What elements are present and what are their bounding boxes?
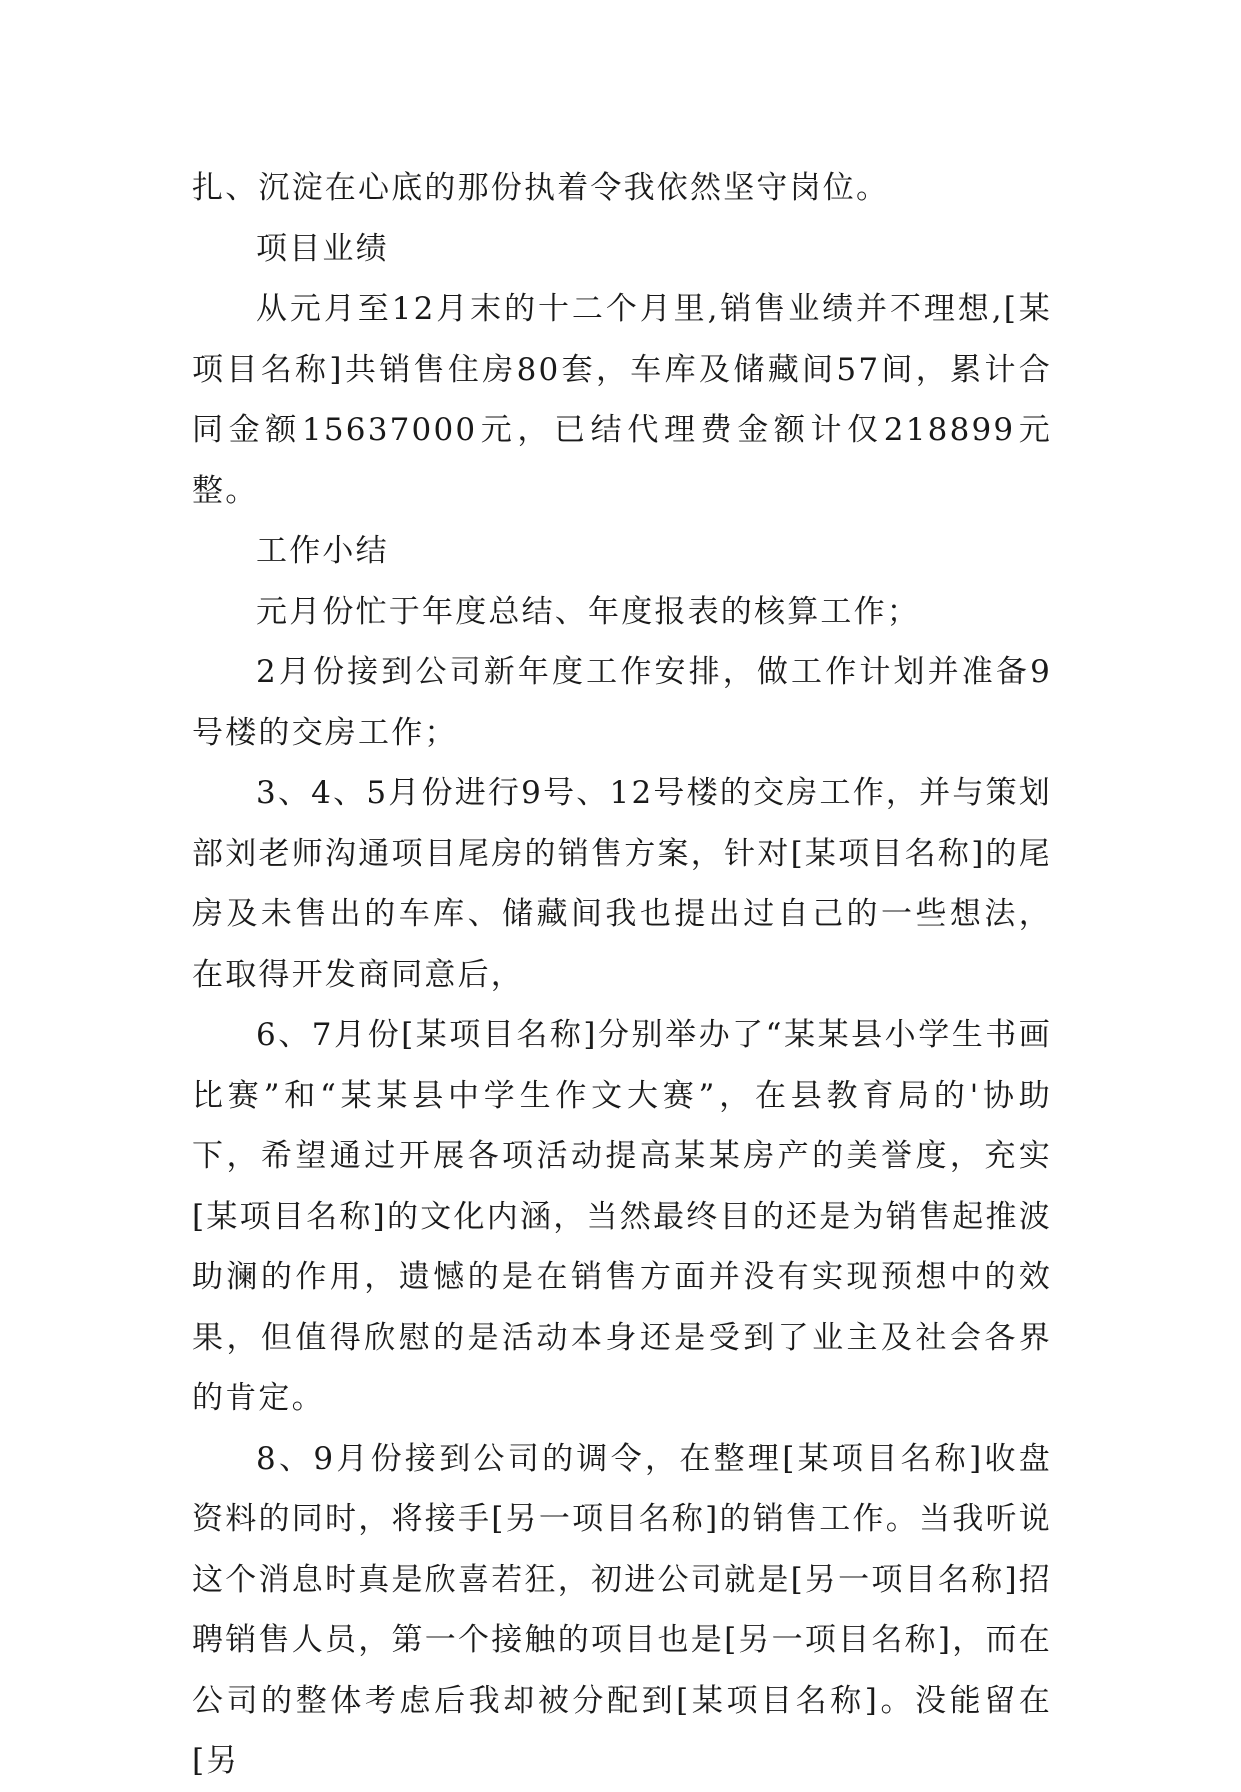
paragraph-continuation: 扎、沉淀在心底的那份执着令我依然坚守岗位。 [192,170,890,206]
paragraph-august-september: 8、9月份接到公司的调令，在整理[某项目名称]收盘资料的同时，将接手[另一项目名称]的销售工作。当我听说这个消息时真是欣喜若狂，初进公司就是[另一项目名称]招聘销售人员，第一个接触的项目也是[另一项目名称]，而在公司的整体考虑后我却被分配到[某项目名称]。没能留在[另 [192,1440,1052,1779]
body-text [192,158,1052,1792]
heading-work-summary: 工作小结 [256,533,389,569]
paragraph-february: 2月份接到公司新年度工作安排，做工作计划并准备9号楼的交房工作； [192,654,1052,751]
paragraph-january: 元月份忙于年度总结、年度报表的核算工作； [256,593,920,630]
paragraph-march-may: 3、4、5月份进行9号、12号楼的交房工作，并与策划部刘老师沟通项目尾房的销售方案，针对[某项目名称]的尾房及未售出的车库、储藏间我也提出过自己的一些想法，在取得开发商同意后， [192,775,1052,993]
paragraph-sales-figures: 从元月至12月末的十二个月里,销售业绩并不理想,[某项目名称]共销售住房80套，车库及储藏间57间，累计合同金额15637000元，已结代理费金额计仅218899元整。 [192,291,1052,509]
paragraph-june-july: 6、7月份[某项目名称]分别举办了“某某县小学生书画比赛”和“某某县中学生作文大赛”，在县教育局的'协助下，希望通过开展各项活动提高某某房产的美誉度，充实[某项目名称]的文化内涵，当然最终目的还是为销售起推波助澜的作用，遗憾的是在销售方面并没有实现预想中的效果，但值得欣慰的是活动本身还是受到了业主及社会各界的肯定。 [192,1017,1052,1416]
heading-project-performance: 项目业绩 [256,230,389,267]
